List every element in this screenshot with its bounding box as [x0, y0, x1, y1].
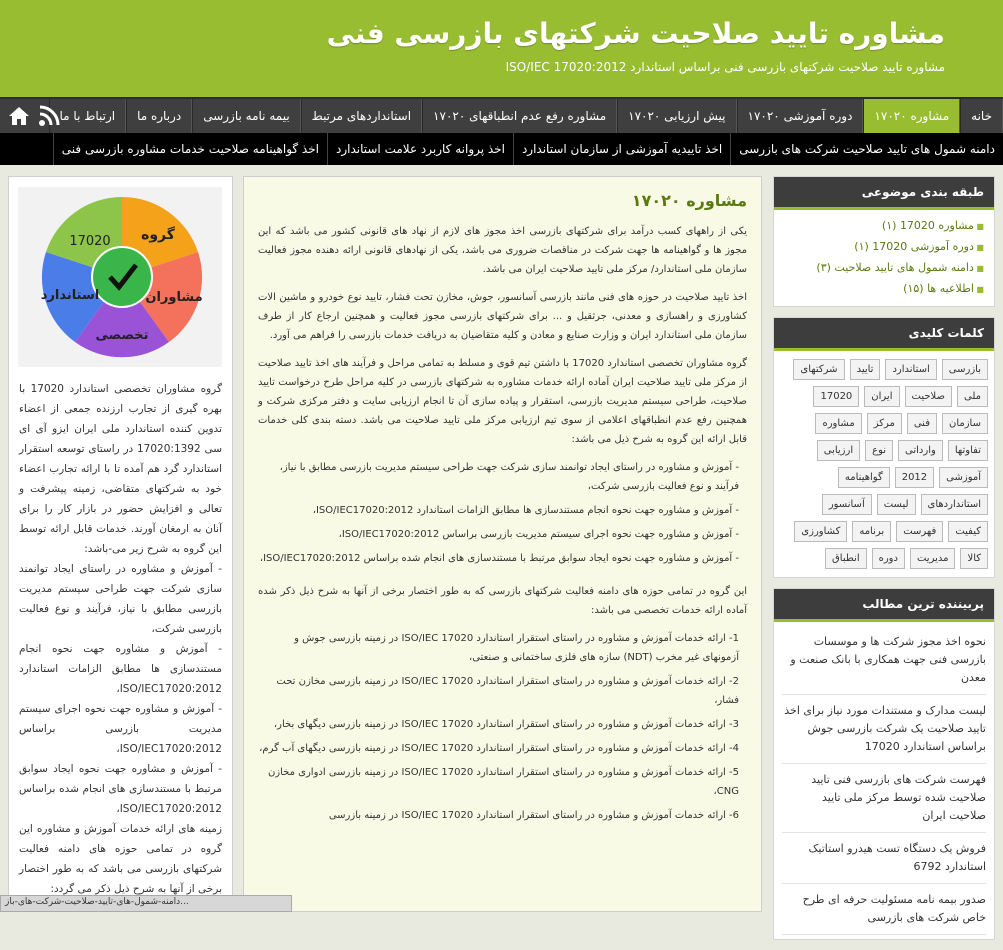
keyword-tag[interactable]: استاندارد [885, 359, 936, 380]
keyword-tag[interactable]: فنی [907, 413, 937, 434]
logo-center [92, 247, 152, 307]
nav-contact[interactable]: ارتباط با ما [49, 99, 127, 133]
nav-training-17020[interactable]: دوره آموزشی ۱۷۰۲۰ [737, 99, 864, 133]
group-bullet: - آموزش و مشاوره در راستای ایجاد توانمند سازی شرکت جهت طراحی سیستم مدیریت بازرسی مطابق با نیاز، فرآیند و نوع فعالیت بازرسی شرکت، [19, 563, 222, 635]
keyword-tag[interactable]: دوره [872, 548, 905, 569]
logo-text-17020: 17020 [69, 234, 111, 249]
article-bullet: - آموزش و مشاوره جهت نحوه اجرای سیستم مدیریت بازرسی براساس ISO/IEC17020:2012، [338, 529, 739, 540]
service-item: 6- ارائه خدمات آموزش و مشاوره در راستای استقرار استاندارد ISO/IEC 17020 در زمینه بازرسی [328, 810, 739, 821]
keyword-tag[interactable]: ملی [957, 386, 988, 407]
article-bullet: - آموزش و مشاوره جهت نحوه ایجاد سوابق مرتبط با مستندسازی های انجام شده براساس ISO/IEC17020:2012، [259, 553, 739, 564]
site-title[interactable]: مشاوره تایید صلاحیت شرکتهای بازرسی فنی [326, 17, 945, 50]
keyword-tag[interactable]: شرکتهای [793, 359, 844, 380]
logo-text-standard: استاندارد [40, 288, 100, 303]
keyword-tag[interactable]: نوع [865, 440, 893, 461]
nav-about[interactable]: درباره ما [126, 99, 192, 133]
nav-standard-mark-license[interactable]: اخذ پروانه کاربرد علامت استاندارد [327, 133, 513, 165]
nav-nonconformity[interactable]: مشاوره رفع عدم انطباقهای ۱۷۰۲۰ [422, 99, 617, 133]
keyword-tag[interactable]: 17020 [813, 386, 859, 407]
keyword-tag[interactable]: مشاوره [815, 413, 861, 434]
article-paragraph: یکی از راههای کسب درآمد برای شرکتهای بازرسی اخذ مجوز های لازم از نهاد های قانونی کشور می باشد که این مجوز ها و گواهینامه ها جهت شرکت در مناقصات ضروری می باشد، یکی از نهادهای قانونی ارائه دهنده مجوز فعالیت سازمان ملی استاندارد/ مرکز ملی تایید صلاحیت ایران می باشد. [258, 226, 747, 275]
category-item[interactable]: ■ دوره آموزشی 17020 (۱) [780, 237, 984, 258]
article-bullet: - آموزش و مشاوره جهت نحوه انجام مستندسازی ها مطابق الزامات استاندارد ISO/IEC17020:2012، [312, 505, 739, 516]
service-item: 2- ارائه خدمات آموزش و مشاوره در راستای استقرار استاندارد ISO/IEC 17020 در زمینه بازرسی مخازن تحت فشار، [276, 676, 739, 706]
keyword-tag[interactable]: سازمان [942, 413, 988, 434]
rss-icon[interactable] [38, 105, 60, 127]
article-paragraph: گروه مشاوران تخصصی استاندارد 17020 با داشتن تیم قوی و مسلط به تمامی مراحل و فرآیند های اخذ تایید صلاحیت از مرکز ملی تایید صلاحیت ایران آماده ارائه خدمات مشاوره به شرکتهای بازرسی در کلیه مراحل طرح درخواست تایید صلاحیت، طراحی سیستم مدیریت بازرسی، استقرار و پیاده سازی آن تا انجام ارزیابی سایت و دفتر مرکزی شرکت و همچنین رفع عدم انطباقهای اعلامی از سوی تیم ارزیابی مرکز ملی تایید صلاحیت می باشد. دسته بندی کلی خدمات قابل ارائه این گروه به شرح ذیل می باشد: [258, 358, 747, 445]
service-item: 5- ارائه خدمات آموزش و مشاوره در راستای استقرار استاندارد ISO/IEC 17020 در زمینه بازرسی ادواری مخازن CNG، [267, 767, 739, 797]
logo-text-specialized: تخصصی [95, 328, 149, 343]
keyword-tag[interactable]: گواهینامه [838, 467, 890, 488]
nav-consulting-certificate[interactable]: اخذ گواهینامه صلاحیت خدمات مشاوره بازرسی فنی [53, 133, 327, 165]
article-title[interactable]: مشاوره ۱۷۰۲۰ [631, 191, 747, 210]
categories-title: طبقه بندی موضوعی [774, 177, 994, 210]
popular-item[interactable]: فروش یک دستگاه تست هیدرو استاتیک استاندارد 6792 [782, 833, 986, 884]
popular-item[interactable]: لیست مدارک و مستندات مورد نیاز برای اخذ تایید صلاحیت یک شرکت بازرسی جوش براساس استاندارد 17020 [782, 695, 986, 764]
keyword-tag[interactable]: ارزیابی [817, 440, 860, 461]
nav-inspection-insurance[interactable]: بیمه نامه بازرسی [192, 99, 300, 133]
nav-scope-accreditation[interactable]: دامنه شمول های تایید صلاحیت شرکت های بازرسی [730, 133, 1003, 165]
nav-icons [8, 105, 60, 127]
secondary-nav [0, 133, 1003, 165]
keyword-tag[interactable]: آموزشی [939, 467, 988, 488]
popular-item[interactable]: صدور بیمه نامه مسئولیت حرفه ای طرح خاص شرکت های بازرسی [782, 884, 986, 935]
keywords-title: کلمات کلیدی [774, 318, 994, 351]
keyword-tag[interactable]: 2012 [895, 467, 934, 488]
keyword-tag[interactable]: تفاوتها [948, 440, 988, 461]
keyword-tag[interactable]: بازرسی [942, 359, 988, 380]
keyword-tag[interactable]: تایید [850, 359, 881, 380]
popular-item[interactable]: نحوه اخذ مجوز شرکت ها و موسسات بازرسی فنی جهت همکاری با بانک صنعت و معدن [782, 626, 986, 695]
nav-training-approval[interactable]: اخذ تاییدیه آموزشی از سازمان استاندارد [513, 133, 730, 165]
nav-related-standards[interactable]: استانداردهای مرتبط [301, 99, 422, 133]
site-header [0, 0, 1003, 97]
group-logo [18, 187, 222, 367]
category-item[interactable]: ■ مشاوره 17020 (۱) [780, 216, 984, 237]
keyword-tag[interactable]: استانداردهای [921, 494, 988, 515]
keyword-tag[interactable]: صلاحیت [905, 386, 952, 407]
service-item: 1- ارائه خدمات آموزش و مشاوره در راستای استقرار استاندارد ISO/IEC 17020 در زمینه بازرسی جوش و آزمونهای غیر مخرب (NDT) سازه های فلزی ساختمانی و صنعتی، [294, 633, 739, 663]
article-paragraph: این گروه در تمامی حوزه های دامنه فعالیت شرکتهای بازرسی که به طور اختصار برخی از آنها به شرح ذیل ذکر شده آماده ارائه خدمات تخصصی می باشد: [258, 586, 747, 616]
service-item: 3- ارائه خدمات آموزش و مشاوره در راستای استقرار استاندارد ISO/IEC 17020 در زمینه بازرسی دیگهای بخار، [273, 719, 739, 730]
nav-home[interactable]: خانه [960, 99, 1003, 133]
right-sidebar [773, 176, 995, 950]
home-icon[interactable] [8, 105, 30, 127]
popular-widget [773, 588, 995, 940]
group-intro: گروه مشاوران تخصصی استاندارد 17020 با بهره گیری از تجارب ارزنده جمعی از اعضاء تدوین کننده استاندارد ملی ایران ایزو آی ای سی 17020:1392 در راستای توسعه استقرار استاندارد گرد هم آمده تا با ارائه تجارب اعضاء خود به شرکتهای متقاضی، زمینه پیشرفت و تعالی و افزایش حضور در بازار کار را برای آنان به ارمغان آورند. خدمات قابل ارائه توسط این گروه به شرح زیر می-باشد: [19, 383, 222, 555]
logo-wheel [18, 187, 222, 367]
nav-consulting-17020[interactable]: مشاوره ۱۷۰۲۰ [863, 99, 960, 133]
service-item: 4- ارائه خدمات آموزش و مشاوره در راستای استقرار استاندارد ISO/IEC 17020 در زمینه بازرسی دیگهای آب گرم، [259, 743, 739, 754]
keyword-tag[interactable]: برنامه [852, 521, 891, 542]
keyword-tag[interactable]: وارداتی [898, 440, 943, 461]
site-tagline: مشاوره تایید صلاحیت شرکتهای بازرسی فنی براساس استاندارد ISO/IEC 17020:2012 [505, 60, 945, 74]
keywords-widget [773, 317, 995, 578]
status-bar: دامنه-شمول-های-تایید-صلاحیت-شرکت-های-باز... [0, 895, 292, 912]
keyword-tag[interactable]: کشاورزی [794, 521, 847, 542]
keyword-tag[interactable]: مدیریت [910, 548, 956, 569]
article-bullet: - آموزش و مشاوره در راستای ایجاد توانمند سازی شرکت جهت طراحی سیستم مدیریت بازرسی مطابق با نیاز، فرآیند و نوع فعالیت بازرسی شرکت، [279, 462, 739, 492]
logo-text-group: گروه [141, 227, 175, 243]
group-bullet: - آموزش و مشاوره جهت نحوه ایجاد سوابق مرتبط با مستندسازی های انجام شده براساس ISO/IEC17020:2012، [19, 763, 222, 815]
keyword-tag[interactable]: آسانسور [822, 494, 872, 515]
logo-text-consultants: مشاوران [145, 290, 203, 305]
keyword-tag[interactable]: ایران [864, 386, 899, 407]
article-paragraph: اخذ تایید صلاحیت در حوزه های فنی مانند بازرسی آسانسور، جوش، مخازن تحت فشار، تایید نوع خودرو و ماشین الات کشاورزی و راهسازی و معدنی، جرثقیل و ... برای شرکتهای بازرسی مجوز فعالیت و همچنین ارجاع کار از طرف سازمان ملی استاندارد ایران و وزارت صنایع و معادن و کلیه متقاضیان به دریافت خدمات بازرسی را فراهم می آورد. [258, 292, 747, 341]
categories-list [774, 210, 994, 306]
nav-pre-assessment[interactable]: پیش ارزیابی ۱۷۰۲۰ [617, 99, 736, 133]
category-item[interactable]: ■ دامنه شمول های تایید صلاحیت (۳) [780, 258, 984, 279]
keyword-tag[interactable]: مرکز [867, 413, 902, 434]
group-services-intro: زمینه های ارائه خدمات آموزش و مشاوره این گروه در تمامی حوزه های دامنه فعالیت شرکتهای بازرسی می باشد که به طور اختصار برخی از آنها به شرح ذیل ذکر می گردد: [19, 823, 222, 895]
group-bullet: - آموزش و مشاوره جهت نحوه اجرای سیستم مدیریت بازرسی براساس ISO/IEC17020:2012، [19, 703, 222, 755]
popular-list [774, 622, 994, 939]
left-sidebar [8, 176, 233, 912]
primary-nav [0, 97, 1003, 133]
group-bullet: - آموزش و مشاوره جهت نحوه انجام مستندسازی ها مطابق الزامات استاندارد ISO/IEC17020:2012، [19, 643, 222, 695]
keyword-tag[interactable]: لیست [877, 494, 916, 515]
keyword-tag[interactable]: انطباق [825, 548, 867, 569]
category-item[interactable]: ■ اطلاعیه ها (۱۵) [780, 279, 984, 300]
popular-title: پربیننده ترین مطالب [774, 589, 994, 622]
tag-cloud [774, 351, 994, 577]
keyword-tag[interactable]: کالا [960, 548, 988, 569]
keyword-tag[interactable]: فهرست [896, 521, 943, 542]
keyword-tag[interactable]: کیفیت [948, 521, 988, 542]
popular-item[interactable]: فهرست شرکت های بازرسی فنی تایید صلاحیت شده توسط مرکز ملی تایید صلاحیت ایران [782, 764, 986, 833]
categories-widget [773, 176, 995, 307]
main-article [243, 176, 762, 912]
